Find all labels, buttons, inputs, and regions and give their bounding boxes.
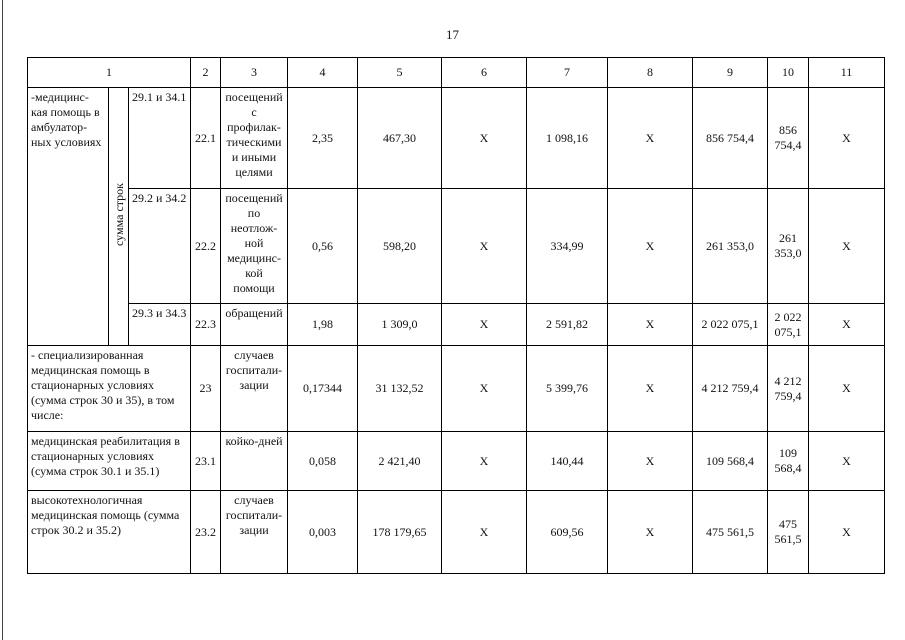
cell-col9: 261 353,0 [693, 189, 768, 304]
cell-col11: Х [809, 189, 885, 304]
row-unit: койко-дней [221, 432, 288, 491]
row-code: 23.1 [191, 432, 221, 491]
cell-col9: 109 568,4 [693, 432, 768, 491]
cell-col8: Х [608, 88, 693, 189]
cell-col4: 0,058 [288, 432, 358, 491]
row-name: высокотехнологичная медицинская помощь (сумма строк 30.2 и 35.2) [28, 491, 191, 574]
cell-col6: Х [442, 88, 527, 189]
cell-col7: 140,44 [527, 432, 608, 491]
group-vertical-label-cell [109, 88, 129, 346]
header-cell: 4 [288, 58, 358, 88]
cell-col8: Х [608, 304, 693, 346]
row-sub-lines: 29.1 и 34.1 [129, 88, 191, 189]
header-cell: 1 [28, 58, 191, 88]
cell-col7: 334,99 [527, 189, 608, 304]
header-cell: 8 [608, 58, 693, 88]
row-unit: случаев госпитали-зации [221, 491, 288, 574]
cell-col4: 1,98 [288, 304, 358, 346]
cell-col4: 0,17344 [288, 346, 358, 432]
row-unit: обращений [221, 304, 288, 346]
cell-col5: 178 179,65 [358, 491, 442, 574]
cell-col6: Х [442, 432, 527, 491]
cell-col6: Х [442, 189, 527, 304]
page-number: 17 [446, 27, 459, 42]
table-row [28, 189, 885, 304]
cell-col5: 31 132,52 [358, 346, 442, 432]
cell-col11: Х [809, 88, 885, 189]
row-code: 23 [191, 346, 221, 432]
cell-col8: Х [608, 432, 693, 491]
cell-col11: Х [809, 304, 885, 346]
header-cell: 9 [693, 58, 768, 88]
cell-col5: 2 421,40 [358, 432, 442, 491]
cell-col10: 2 022 075,1 [768, 304, 809, 346]
cell-col8: Х [608, 491, 693, 574]
row-unit: случаев госпитали-зации [221, 346, 288, 432]
header-cell: 11 [809, 58, 885, 88]
scan-left-edge-line [2, 0, 3, 640]
table-row [28, 88, 885, 189]
cell-col7: 609,56 [527, 491, 608, 574]
cell-col9: 2 022 075,1 [693, 304, 768, 346]
cell-col5: 598,20 [358, 189, 442, 304]
cell-col10: 109 568,4 [768, 432, 809, 491]
cell-col4: 0,003 [288, 491, 358, 574]
row-name: - специализированная медицинская помощь в стационарных условиях (сумма строк 30 и 35), в том числе: [28, 346, 191, 432]
cell-col11: Х [809, 346, 885, 432]
cell-col9: 475 561,5 [693, 491, 768, 574]
header-cell: 6 [442, 58, 527, 88]
header-cell: 7 [527, 58, 608, 88]
row-code: 22.1 [191, 88, 221, 189]
cell-col7: 1 098,16 [527, 88, 608, 189]
row-name: медицинская реабилитация в стационарных условиях (сумма строк 30.1 и 35.1) [28, 432, 191, 491]
table-header-row [28, 58, 885, 88]
row-unit: посещений по неотлож-ной медицинс-кой помощи [221, 189, 288, 304]
cell-col9: 4 212 759,4 [693, 346, 768, 432]
row-code: 23.2 [191, 491, 221, 574]
group-label-cell: -медицинс-кая помощь в амбулатор-ных условиях [28, 88, 109, 346]
cell-col7: 2 591,82 [527, 304, 608, 346]
table-row [28, 346, 885, 432]
table-row [28, 491, 885, 574]
cell-col11: Х [809, 432, 885, 491]
cell-col11: Х [809, 491, 885, 574]
row-sub-lines: 29.2 и 34.2 [129, 189, 191, 304]
cell-col10: 4 212 759,4 [768, 346, 809, 432]
cell-col8: Х [608, 189, 693, 304]
header-cell: 5 [358, 58, 442, 88]
cell-col7: 5 399,76 [527, 346, 608, 432]
header-cell: 3 [221, 58, 288, 88]
row-unit: посещений с профилак-тическими и иными целями [221, 88, 288, 189]
row-code: 22.3 [191, 304, 221, 346]
cell-col5: 467,30 [358, 88, 442, 189]
cell-col8: Х [608, 346, 693, 432]
cell-col9: 856 754,4 [693, 88, 768, 189]
cell-col4: 2,35 [288, 88, 358, 189]
table-row [28, 304, 885, 346]
table-row [28, 432, 885, 491]
cell-col10: 475 561,5 [768, 491, 809, 574]
cell-col10: 261 353,0 [768, 189, 809, 304]
cell-col4: 0,56 [288, 189, 358, 304]
row-code: 22.2 [191, 189, 221, 304]
tariff-table [27, 57, 885, 574]
cell-col6: Х [442, 304, 527, 346]
header-cell: 10 [768, 58, 809, 88]
cell-col6: Х [442, 491, 527, 574]
row-sub-lines: 29.3 и 34.3 [129, 304, 191, 346]
cell-col10: 856 754,4 [768, 88, 809, 189]
header-cell: 2 [191, 58, 221, 88]
cell-col5: 1 309,0 [358, 304, 442, 346]
cell-col6: Х [442, 346, 527, 432]
group-vertical-label: сумма строк [112, 183, 126, 246]
